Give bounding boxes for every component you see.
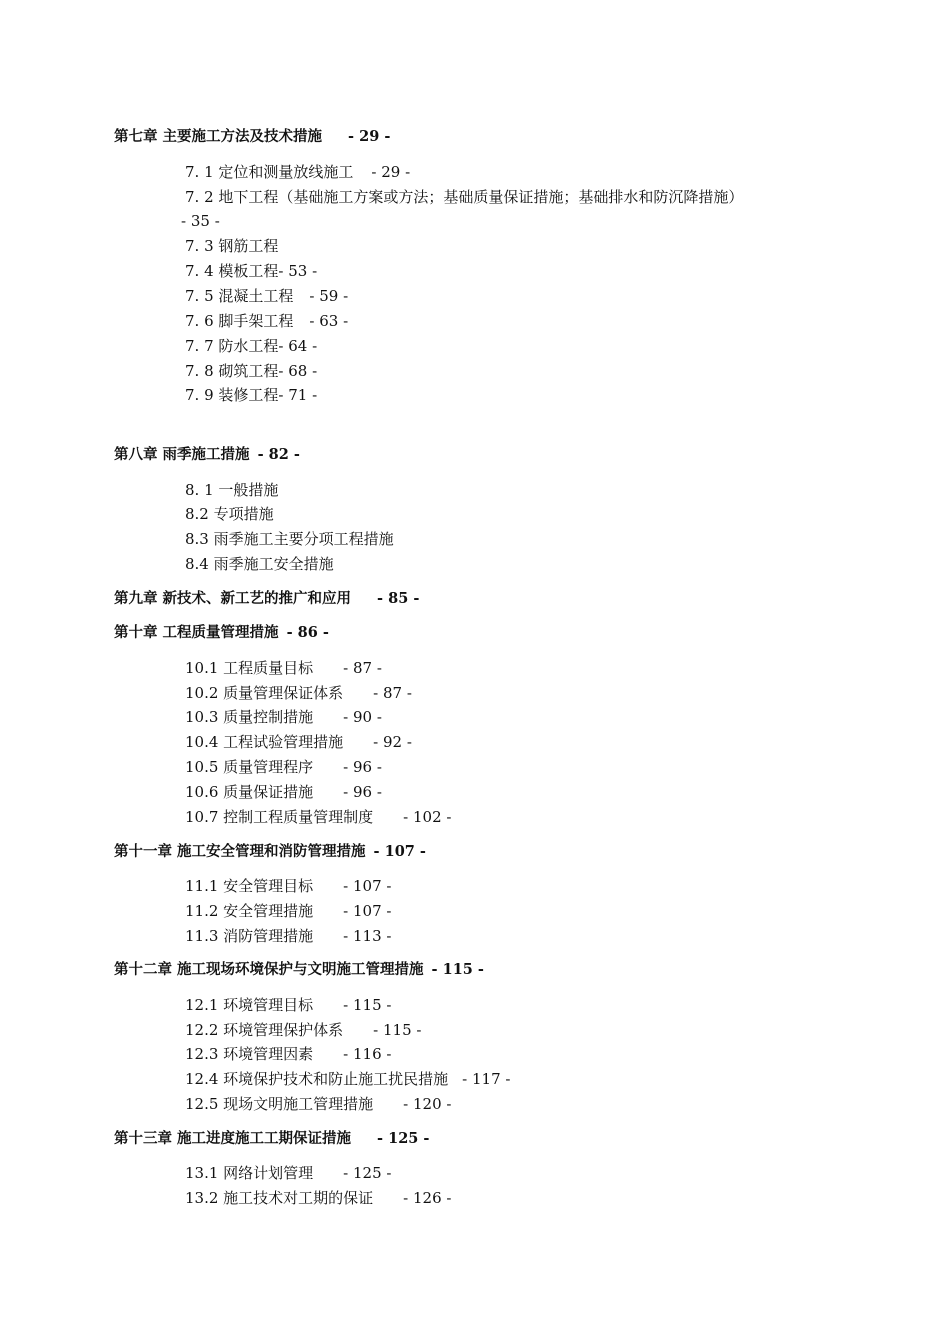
toc-chapter-7[interactable] — [114, 127, 390, 147]
toc-page-number: - 90 - — [343, 708, 382, 726]
toc-chapter-title: 第十二章 施工现场环境保护与文明施工管理措施 — [114, 961, 424, 978]
toc-section-title: 8.2 专项措施 — [185, 505, 274, 523]
toc-section-title: 12.3 环境管理因素 — [185, 1045, 314, 1063]
toc-section-title: 13.2 施工技术对工期的保证 — [185, 1189, 374, 1207]
toc-section-7-8[interactable] — [185, 361, 317, 381]
toc-chapter-12[interactable] — [114, 960, 484, 980]
toc-page-number: - 59 - — [309, 287, 349, 305]
toc-section-title: 8. 1 一般措施 — [185, 481, 279, 499]
toc-page-number: - 107 - — [343, 902, 392, 920]
toc-chapter-8[interactable] — [114, 445, 300, 465]
toc-section-title: 7. 2 地下工程（基础施工方案或方法；基础质量保证措施；基础排水和防沉降措施） — [185, 188, 744, 206]
toc-section-title: 10.4 工程试验管理措施 — [185, 733, 344, 751]
toc-section-title: 7. 1 定位和测量放线施工 — [185, 163, 354, 181]
toc-section-title: 13.1 网络计划管理 — [185, 1164, 314, 1182]
toc-page-number: - 115 - — [343, 996, 392, 1014]
toc-section-title: 12.2 环境管理保护体系 — [185, 1021, 344, 1039]
toc-chapter-title: 第十章 工程质量管理措施 — [114, 624, 279, 641]
toc-section-title: 8.4 雨季施工安全措施 — [185, 555, 334, 573]
toc-section-12-1[interactable] — [185, 995, 391, 1015]
toc-section-title: 10.5 质量管理程序 — [185, 758, 314, 776]
toc-section-7-3[interactable] — [185, 236, 278, 256]
toc-chapter-title: 第九章 新技术、新工艺的推广和应用 — [114, 590, 352, 607]
toc-section-10-1[interactable] — [185, 658, 382, 678]
toc-section-7-7[interactable] — [185, 336, 317, 356]
toc-page-number: - 29 - — [371, 163, 411, 181]
toc-section-7-4[interactable] — [185, 261, 317, 281]
toc-page-number: - 85 - — [377, 590, 420, 607]
toc-section-title: 10.7 控制工程质量管理制度 — [185, 808, 374, 826]
toc-chapter-9[interactable] — [114, 589, 419, 609]
toc-section-title: 11.1 安全管理目标 — [185, 877, 314, 895]
toc-page-number: - 117 - — [462, 1070, 511, 1088]
toc-page-number: - 115 - — [373, 1021, 422, 1039]
toc-section-11-2[interactable] — [185, 901, 391, 921]
toc-page-number: - 53 - — [278, 262, 318, 280]
toc-section-title: 10.2 质量管理保证体系 — [185, 684, 344, 702]
toc-section-7-5[interactable] — [185, 286, 348, 306]
toc-section-10-7[interactable] — [185, 807, 451, 827]
toc-section-title: 7. 8 砌筑工程 — [185, 362, 279, 380]
toc-section-title: 7. 7 防水工程 — [185, 337, 279, 355]
toc-section-7-9[interactable] — [185, 385, 317, 405]
toc-chapter-13[interactable] — [114, 1129, 429, 1149]
toc-page-number: - 35 - — [181, 212, 220, 230]
toc-page-number: - 96 - — [343, 758, 382, 776]
toc-section-title: 7. 6 脚手架工程 — [185, 312, 294, 330]
toc-page-number: - 29 - — [348, 128, 391, 145]
toc-chapter-11[interactable] — [114, 842, 426, 862]
toc-page-number: - 126 - — [403, 1189, 452, 1207]
toc-page-number: - 68 - — [278, 362, 318, 380]
toc-section-12-3[interactable] — [185, 1044, 391, 1064]
toc-page-number: - 125 - — [343, 1164, 392, 1182]
toc-page-number: - 116 - — [343, 1045, 392, 1063]
toc-section-13-1[interactable] — [185, 1163, 391, 1183]
toc-section-11-3[interactable] — [185, 926, 391, 946]
toc-page-number: - 120 - — [403, 1095, 452, 1113]
toc-section-8-3[interactable] — [185, 529, 394, 549]
toc-section-12-5[interactable] — [185, 1094, 451, 1114]
toc-section-8-4[interactable] — [185, 554, 334, 574]
toc-section-title: 12.1 环境管理目标 — [185, 996, 314, 1014]
toc-chapter-title: 第七章 主要施工方法及技术措施 — [114, 128, 323, 145]
toc-section-12-4[interactable] — [185, 1069, 510, 1089]
toc-page-number: - 107 - — [343, 877, 392, 895]
toc-page-number: - 113 - — [343, 927, 392, 945]
toc-section-title: 10.3 质量控制措施 — [185, 708, 314, 726]
toc-chapter-title: 第八章 雨季施工措施 — [114, 446, 250, 463]
toc-page-number: - 96 - — [343, 783, 382, 801]
toc-page-number: - 71 - — [278, 386, 318, 404]
toc-section-title: 10.1 工程质量目标 — [185, 659, 314, 677]
toc-section-title: 7. 9 装修工程 — [185, 386, 279, 404]
toc-page-number: - 107 - — [373, 843, 426, 860]
toc-section-7-2[interactable] — [185, 187, 743, 207]
toc-page-number: - 63 - — [309, 312, 349, 330]
toc-section-title: 7. 3 钢筋工程 — [185, 237, 279, 255]
toc-section-11-1[interactable] — [185, 876, 391, 896]
toc-section-title: 8.3 雨季施工主要分项工程措施 — [185, 530, 394, 548]
toc-page-number: - 125 - — [377, 1130, 430, 1147]
toc-section-title: 7. 4 模板工程 — [185, 262, 279, 280]
toc-section-title: 12.4 环境保护技术和防止施工扰民措施 — [185, 1070, 449, 1088]
toc-section-10-2[interactable] — [185, 683, 412, 703]
toc-section-7-6[interactable] — [185, 311, 348, 331]
toc-section-7-1[interactable] — [185, 162, 410, 182]
toc-section-8-1[interactable] — [185, 480, 278, 500]
toc-section-title: 11.2 安全管理措施 — [185, 902, 314, 920]
toc-section-10-4[interactable] — [185, 732, 412, 752]
toc-page-number: - 92 - — [373, 733, 412, 751]
toc-page-number: - 64 - — [278, 337, 318, 355]
toc-section-10-3[interactable] — [185, 707, 382, 727]
toc-page-number: - 82 - — [257, 446, 300, 463]
toc-section-title: 12.5 现场文明施工管理措施 — [185, 1095, 374, 1113]
toc-page-number: - 115 - — [431, 961, 484, 978]
toc-section-12-2[interactable] — [185, 1020, 421, 1040]
toc-section-10-6[interactable] — [185, 782, 382, 802]
toc-page-number: - 86 - — [286, 624, 329, 641]
toc-chapter-10[interactable] — [114, 623, 329, 643]
toc-section-7-2-page — [181, 211, 220, 231]
toc-section-title: 7. 5 混凝土工程 — [185, 287, 294, 305]
toc-section-8-2[interactable] — [185, 504, 274, 524]
toc-section-title: 10.6 质量保证措施 — [185, 783, 314, 801]
toc-page-number: - 87 - — [343, 659, 382, 677]
toc-section-title: 11.3 消防管理措施 — [185, 927, 314, 945]
toc-section-13-2[interactable] — [185, 1188, 451, 1208]
toc-page-number: - 102 - — [403, 808, 452, 826]
toc-chapter-title: 第十一章 施工安全管理和消防管理措施 — [114, 843, 366, 860]
toc-page-number: - 87 - — [373, 684, 412, 702]
toc-chapter-title: 第十三章 施工进度施工工期保证措施 — [114, 1130, 352, 1147]
toc-section-10-5[interactable] — [185, 757, 382, 777]
